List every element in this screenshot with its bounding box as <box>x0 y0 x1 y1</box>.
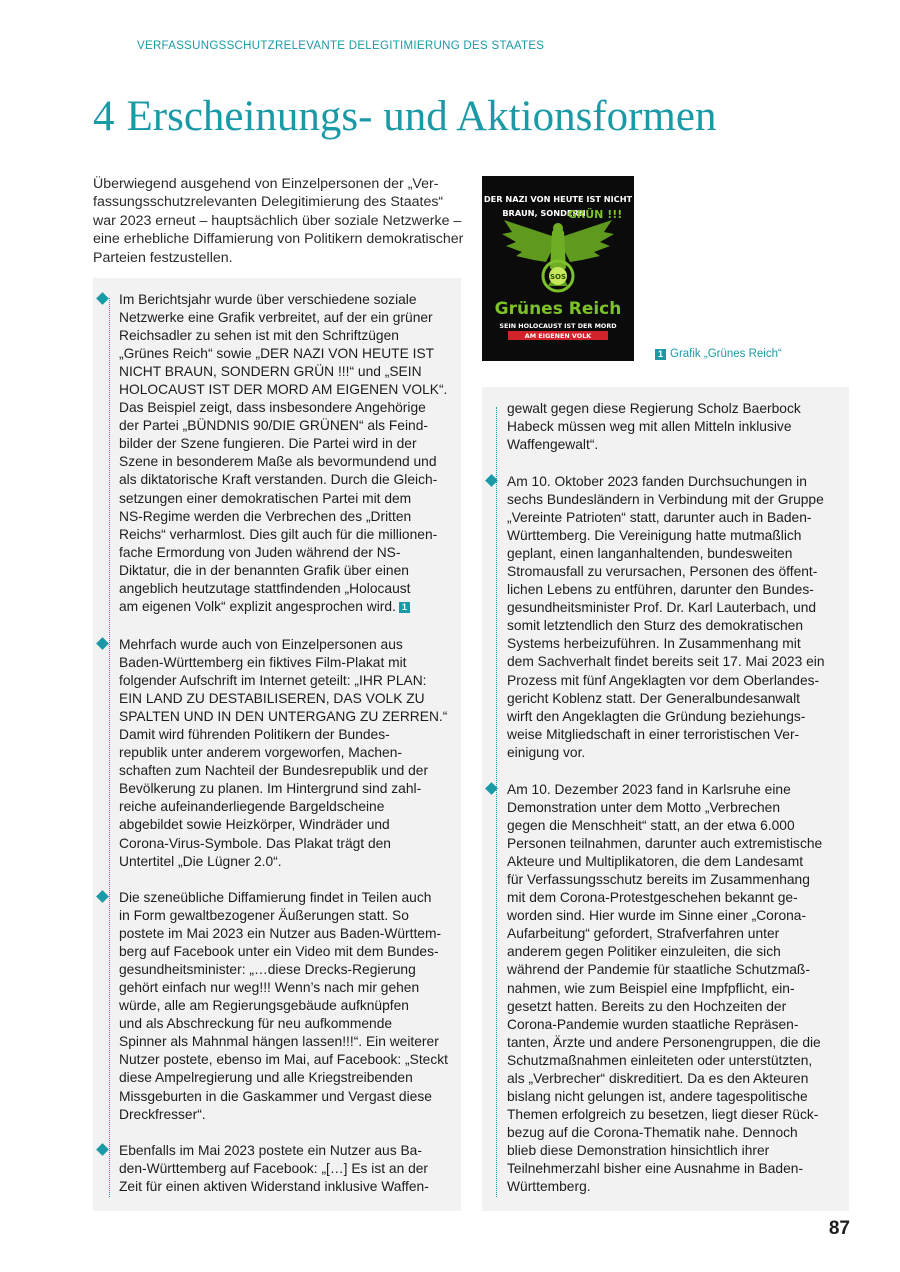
text-line: weise Mitgliedschaft in einer terroristischen Ver- <box>507 726 800 742</box>
list-item <box>119 636 449 871</box>
text-line: Akteure und Multiplikatoren, die dem Landesamt <box>507 854 804 870</box>
diamond-bullet-icon <box>96 890 109 903</box>
graphic-title: Grünes Reich <box>494 299 622 319</box>
text-line: Am 10. Dezember 2023 fand in Karlsruhe eine <box>507 782 791 797</box>
diamond-bullet-icon <box>96 637 109 650</box>
graphic-subtitle-2: AM EIGENEN VOLK <box>524 332 592 340</box>
list-item-continued <box>507 400 839 454</box>
text-line: in Form gewaltbezogener Äußerungen statt. So <box>119 908 409 924</box>
text-line: schaften zum Nachteil der Bundesrepublik und der <box>119 763 429 779</box>
text-line: würde, alle am Regierungsgebäude aufknüpfen <box>119 998 409 1014</box>
text-line: fache Ermordung von Juden während der NS- <box>119 544 401 560</box>
text-line: wirft den Angeklagten die Gründung beziehungs- <box>507 708 806 724</box>
text-line: tanten, Ärzte und andere Personengruppen, die die <box>507 1034 821 1050</box>
text-line: NS-Regime werden die Verbrechen des „Dritten <box>119 508 412 524</box>
text-line: fassungsschutzrelevanten Delegitimierung des Staates“ <box>93 194 444 211</box>
graphic-subtitle-1: SEIN HOLOCAUST IST DER MORD <box>499 322 617 330</box>
diamond-bullet-icon <box>96 1143 109 1156</box>
text-line: dem Sachverhalt findet bereits seit 17. Mai 2023 ein <box>507 654 825 670</box>
page-number: 87 <box>828 1218 850 1239</box>
diamond-bullet-icon <box>96 292 109 305</box>
text-line: postete im Mai 2023 ein Nutzer aus Baden-Württem- <box>119 926 442 942</box>
chapter-heading <box>93 92 716 141</box>
text-line: reiche aufeinanderliegende Bargeldscheine <box>119 799 385 815</box>
text-line: Prozess mit fünf Angeklagten vor dem Oberlandes- <box>507 672 820 688</box>
figure-reference-marker[interactable]: 1 <box>399 602 410 613</box>
text-line: Bevölkerung zu planen. Im Hintergrund sind zahl- <box>119 781 422 797</box>
text-line: gesundheitsminister: „…diese Drecks-Regierung <box>119 962 416 978</box>
text-line: Diktatur, die in der benannten Grafik über einen <box>119 562 409 578</box>
text-line: für Verfassungsschutz bereits im Zusammenhang <box>507 872 810 888</box>
text-line: Damit wird führenden Politikern der Bundes- <box>119 727 390 743</box>
text-line: als „Verbrecher“ diskreditiert. Da es den Akteuren <box>507 1070 809 1086</box>
text-line: geplant, einen langanhaltenden, bundesweiten <box>507 546 793 562</box>
info-box-left <box>93 278 461 1211</box>
text-line-with-reference <box>119 598 449 616</box>
text-line: Württemberg. <box>507 1179 591 1195</box>
text-line: angeblich heutzutage stattfindenden „Holocaust <box>119 580 411 596</box>
text-line: sechs Bundesländern in Verbindung mit der Gruppe <box>507 492 824 508</box>
dotted-rule <box>496 407 497 1197</box>
text-line: „Grünes Reich“ sowie „DER NAZI VON HEUTE IST <box>119 346 435 362</box>
text-line: Untertitel „Die Lügner 2.0“. <box>119 853 282 869</box>
text-line: als diktatorische Kraft verstanden. Durch die Gleich- <box>119 472 438 488</box>
text-line: Szene in besonderem Maße als bevormundend und <box>119 454 437 470</box>
text-line: abgebildet sowie Heizkörper, Windräder und <box>119 817 390 833</box>
text-line: blieb diese Demonstration hinsichtlich ihrer <box>507 1142 770 1158</box>
text-line: setzungen einer demokratischen Partei mit dem <box>119 490 412 506</box>
text-line: mit dem Corona-Protestgeschehen bekannt ge- <box>507 890 798 906</box>
list-item <box>507 781 839 1196</box>
text-line: republik unter anderem vorgeworfen, Machen- <box>119 745 402 761</box>
figure-reference-marker: 1 <box>655 349 666 360</box>
text-line: Überwiegend ausgehend von Einzelpersonen der „Ver- <box>93 176 439 192</box>
text-line: Habeck müssen weg mit allen Mitteln inklusive <box>507 419 792 435</box>
text-line: Demonstration unter dem Motto „Verbrechen <box>507 800 781 816</box>
text-line: diese Ampelregierung und alle Kriegstreibenden <box>119 1070 413 1086</box>
text-line: Stromausfall zu verursachen, Personen des öffent- <box>507 564 818 580</box>
text-line: Teilnehmerzahl bisher eine Ausnahme in Baden- <box>507 1160 804 1176</box>
text-line: Schutzmaßnahmen einleiteten oder unterstützten, <box>507 1052 813 1068</box>
text-line: Missgeburten in die Gaskammer und Vergast diese <box>119 1088 432 1104</box>
list-item <box>119 889 449 1124</box>
text-line: Parteien festzustellen. <box>93 249 233 266</box>
text-line: lichen Lebens zu entführen, darunter den Bundes- <box>507 582 814 598</box>
text-line: Reichsadler zu sehen ist mit den Schriftzügen <box>119 328 399 344</box>
text-line: Das Beispiel zeigt, dass insbesondere Angehörige <box>119 400 426 416</box>
text-line: berg auf Facebook unter ein Video mit dem Bundes- <box>119 944 439 960</box>
text-line: Im Berichtsjahr wurde über verschiedene soziale <box>119 292 417 307</box>
graphic-headline-2: BRAUN, SONDERN <box>502 208 586 218</box>
text-line: war 2023 erneut – hauptsächlich über soziale Netzwerke – <box>93 212 462 229</box>
text-line: NICHT BRAUN, SONDERN GRÜN !!!“ und „SEIN <box>119 364 422 380</box>
text-line: HOLOCAUST IST DER MORD AM EIGENEN VOLK“. <box>119 382 448 398</box>
list-item <box>507 473 839 762</box>
text-line: anderem gegen Politiker einzuleiten, die sich <box>507 944 781 960</box>
text-line: Mehrfach wurde auch von Einzelpersonen aus <box>119 637 403 652</box>
graphic-headline-1: DER NAZI VON HEUTE IST NICHT <box>483 194 633 204</box>
text-line: Themen erfolgreich zu besetzen, liegt dieser Rück- <box>507 1106 819 1122</box>
caption-text: Grafik „Grünes Reich“ <box>670 348 782 360</box>
text-line: Spinner als Mahnmal hängen lassen!!!“. Ein weiterer <box>119 1034 439 1050</box>
chapter-number: 4 <box>93 93 115 140</box>
text-line: während der Pandemie für staatliche Schutzmaß- <box>507 962 810 978</box>
text-line: Systems herbeizuführen. In Zusammenhang mit <box>507 636 801 652</box>
intro-paragraph <box>93 175 465 267</box>
list-item <box>119 291 449 616</box>
running-head: VERFASSUNGSSCHUTZRELEVANTE DELEGITIMIERUNG DES STAATES <box>137 40 545 52</box>
text-line: Reichs“ verharmlost. Dies gilt auch für die millionen- <box>119 526 438 542</box>
text-line: Die szeneübliche Diffamierung findet in Teilen auch <box>119 890 432 905</box>
list-item <box>119 1142 449 1196</box>
graphic-headline-green: GRÜN !!! <box>567 208 623 221</box>
text-line: Waffengewalt“. <box>507 437 599 453</box>
figure-caption <box>655 348 782 360</box>
text-line: gesundheitsminister Prof. Dr. Karl Lauterbach, und <box>507 600 817 616</box>
text-line: gericht Koblenz statt. Der Generalbundesanwalt <box>507 690 800 706</box>
text-line: gehört einfach nur weg!!! Wenn’s nach mir gehen <box>119 980 420 996</box>
text-line: SPALTEN UND IN DEN UNTERGANG ZU ZERREN.“ <box>119 709 448 725</box>
graphic-svg <box>482 176 634 361</box>
text-line: Personen teilnahmen, darunter auch extremistische <box>507 836 823 852</box>
text-line: gesetzt hatten. Bereits zu den Hochzeiten der <box>507 998 787 1014</box>
text-line: am eigenen Volk“ explizit angesprochen wird. <box>119 598 396 614</box>
text-line: Aufarbeitung“ gefordert, Strafverfahren unter <box>507 926 780 942</box>
dotted-rule <box>109 298 110 1197</box>
text-line: der Partei „BÜNDNIS 90/DIE GRÜNEN“ als Feind- <box>119 418 428 434</box>
text-line: einigung vor. <box>507 744 586 760</box>
text-line: gegen die Menschheit“ statt, an der etwa 6.000 <box>507 818 795 834</box>
text-line: Netzwerke eine Grafik verbreitet, auf der ein grüner <box>119 310 433 326</box>
text-line: Dreckfresser“. <box>119 1106 206 1122</box>
text-line: Württemberg. Die Vereinigung hatte mutmaßlich <box>507 528 802 544</box>
text-line: Am 10. Oktober 2023 fanden Durchsuchungen in <box>507 474 807 489</box>
text-line: Corona-Pandemie wurden staatliche Repräsen- <box>507 1016 799 1032</box>
text-line: nahmen, wie zum Beispiel eine Impfpflicht, ein- <box>507 980 795 996</box>
text-line: Ebenfalls im Mai 2023 postete ein Nutzer aus Ba- <box>119 1143 422 1158</box>
info-box-right <box>482 387 849 1211</box>
text-line: bislang nicht gelungen ist, andere tagespolitische <box>507 1088 808 1104</box>
text-line: somit letztendlich den Sturz des demokratischen <box>507 618 804 634</box>
text-line: EIN LAND ZU DESTABILISEREN, DAS VOLK ZU <box>119 691 425 707</box>
text-line: gewalt gegen diese Regierung Scholz Baerbock <box>507 401 801 416</box>
text-line: bezug auf die Corona-Thematik nahe. Dennoch <box>507 1124 798 1140</box>
text-line: „Vereinte Patrioten“ statt, darunter auch in Baden- <box>507 510 812 526</box>
text-line: Zeit für einen aktiven Widerstand inklusive Waffen- <box>119 1179 429 1195</box>
text-line: Nutzer postete, ebenso im Mai, auf Facebook: „Steckt <box>119 1052 448 1068</box>
text-line: eine erhebliche Diffamierung von Politikern demokratischer <box>93 231 464 248</box>
text-line: bilder der Szene fungieren. Die Partei wird in der <box>119 436 417 452</box>
chapter-title: Erscheinungs- und Aktionsformen <box>126 93 717 140</box>
text-line: den-Württemberg auf Facebook: „[…] Es ist an der <box>119 1161 429 1177</box>
text-line: und als Abschreckung für neu aufkommende <box>119 1016 393 1032</box>
text-line: Baden-Württemberg ein fiktives Film-Plakat mit <box>119 655 407 671</box>
text-line: Corona-Virus-Symbole. Das Plakat trägt den <box>119 835 391 851</box>
text-line: folgender Aufschrift im Internet geteilt: „IHR PLAN: <box>119 673 427 689</box>
emblem-text: SOS <box>549 273 567 281</box>
gruenes-reich-graphic <box>482 176 634 361</box>
text-line: worden sind. Hier wurde im Sinne einer „Corona- <box>507 908 807 924</box>
